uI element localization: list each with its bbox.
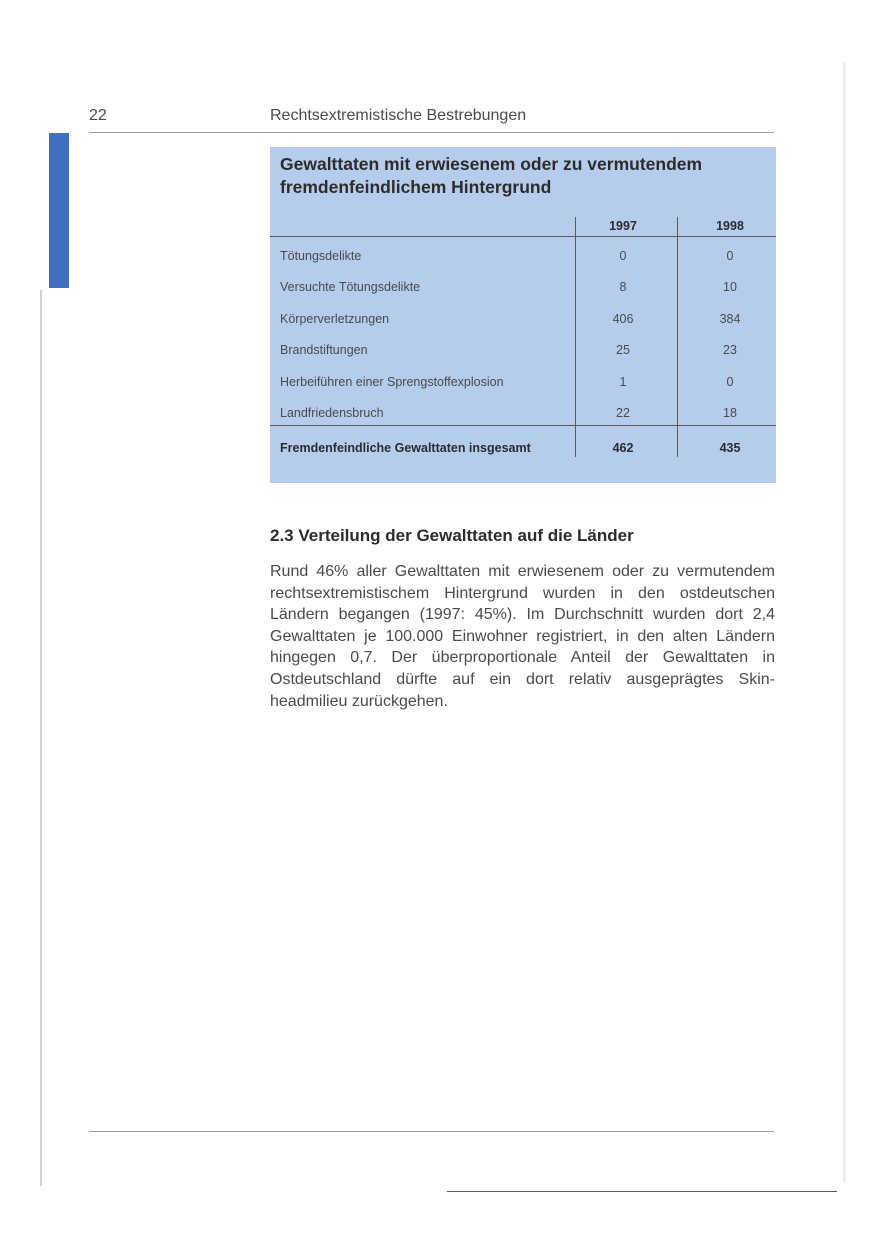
value-1997: 0 [619, 249, 627, 263]
page-right-edge [843, 62, 846, 1182]
table-row [270, 243, 776, 274]
table-row [270, 337, 776, 368]
row-label: Brandstiftungen [280, 343, 368, 357]
value-1997: 22 [616, 406, 630, 420]
value-1997: 406 [612, 312, 634, 326]
statistics-table [270, 147, 776, 483]
section-heading: 2.3 Verteilung der Gewalttaten auf die Länder [270, 526, 634, 545]
table-title: Gewalttaten mit erwiesenem oder zu vermutendem fremdenfeindlichem Hintergrund [280, 154, 703, 197]
page-number: 22 [89, 107, 107, 124]
left-margin-line [40, 290, 42, 1186]
table-row [270, 306, 776, 337]
value-1998: 18 [723, 406, 737, 420]
value-1997: 8 [619, 280, 627, 294]
header-rule [89, 132, 774, 133]
running-head: Rechtsextremistische Bestrebungen [270, 107, 527, 124]
table-total-row [270, 431, 776, 462]
total-1998: 435 [719, 441, 741, 455]
value-1998: 0 [726, 249, 734, 263]
value-1997: 1 [619, 375, 627, 389]
value-1998: 0 [726, 375, 734, 389]
column-header-1998: 1998 [716, 219, 744, 233]
row-label: Tötungsdelikte [280, 249, 362, 263]
column-header-1997: 1997 [609, 219, 637, 233]
footer-rule [89, 1131, 774, 1132]
total-label: Fremdenfeindliche Gewalttaten insgesamt [280, 441, 531, 455]
row-label: Landfriedensbruch [280, 406, 384, 420]
row-label: Herbeiführen einer Sprengstoffexplosion [280, 375, 504, 389]
row-label: Körperverletzungen [280, 312, 390, 326]
table-row [270, 369, 776, 400]
body-paragraph: Rund 46% aller Gewalttaten mit erwiesenem oder zu vermutendem rechtsextremistischem Hintergrund wurden in den ostdeutschen Ländern begangen (1997: 45%). Im Durchschnitt wurden dort 2,4 Gewalttaten je 100.000 Einwohner registriert, in den alten Ländern hingegen 0,7. Der überproportionale Anteil der Gewalttaten in Ostdeutschland dürfte auf ein dort relativ ausgeprägtes Skin-headmilieu zurückgehen. [270, 563, 775, 710]
row-label: Versuchte Tötungsdelikte [280, 280, 421, 294]
table-row [270, 400, 776, 431]
bottom-edge-rule [447, 1191, 837, 1192]
value-1997: 25 [616, 343, 630, 357]
value-1998: 23 [723, 343, 737, 357]
value-1998: 384 [719, 312, 741, 326]
table-row [270, 274, 776, 305]
side-accent-bar [49, 133, 69, 288]
value-1998: 10 [723, 280, 737, 294]
table-header-rule [270, 236, 776, 237]
total-1997: 462 [612, 441, 634, 455]
